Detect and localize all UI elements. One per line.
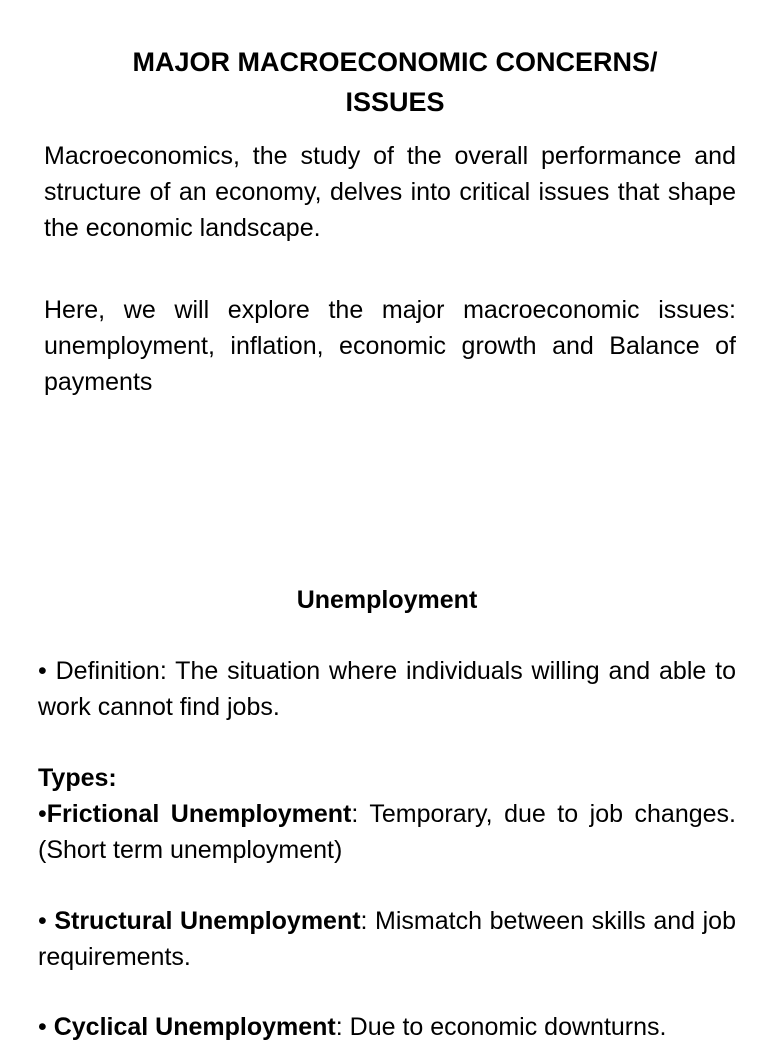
bullet-icon: • [38,1013,47,1041]
frictional-item [38,796,736,868]
cyclical-description: : Due to economic downturns. [335,1013,667,1041]
types-label: Types: [38,764,117,792]
page-title: MAJOR MACROECONOMIC CONCERNS/ ISSUES [132,47,658,117]
cyclical-term: Cyclical Unemployment [53,1013,336,1041]
definition-text: Definition: The situation where individuals willing and able to work cannot find jobs. [38,657,736,721]
unemployment-heading: Unemployment [296,586,478,614]
structural-description: : Mismatch between skills and job requirements. [38,907,736,971]
definition-item [38,653,736,725]
bullet-icon: • [38,800,47,828]
frictional-term: Frictional Unemployment [46,800,352,828]
intro-paragraph: Macroeconomics, the study of the overall performance and structure of an economy, delves into critical issues that shape the economic landscape. [44,142,736,242]
cyclical-item [38,1009,736,1045]
bullet-icon: • [38,907,47,935]
frictional-description: : Temporary, due to job changes. (Short term unemployment) [38,800,736,864]
structural-item [38,903,736,975]
bullet-icon: • [38,657,47,685]
explore-paragraph: Here, we will explore the major macroeconomic issues: unemployment, inflation, economic growth and Balance of payments [44,296,736,396]
structural-term: Structural Unemployment [54,907,361,935]
